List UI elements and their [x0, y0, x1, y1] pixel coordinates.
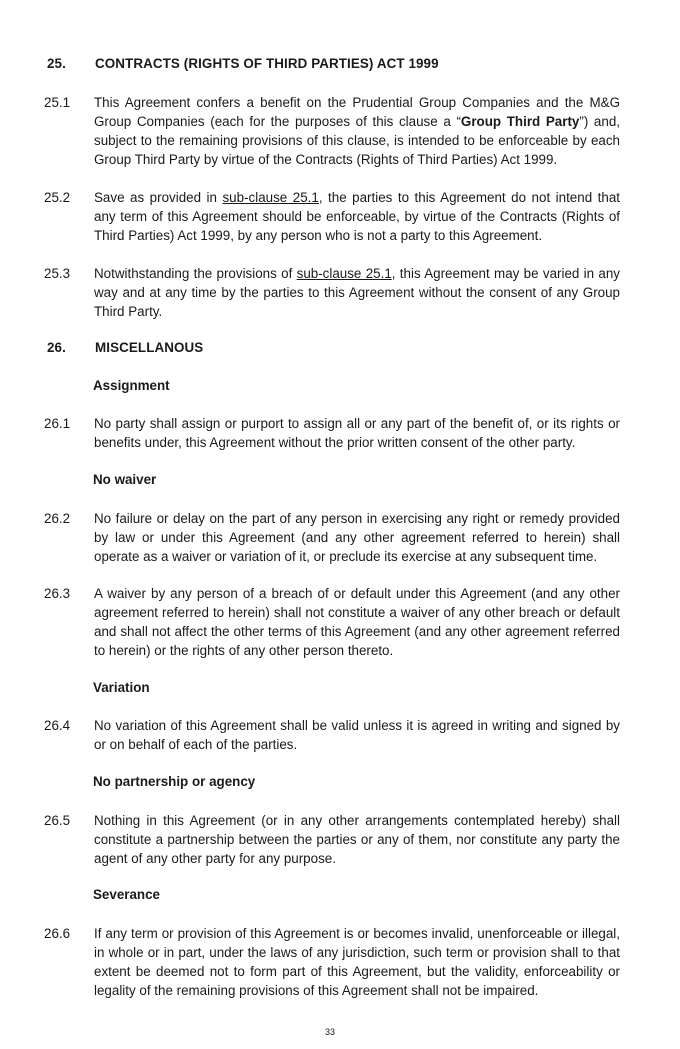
clause-text: No variation of this Agreement shall be valid unless it is agreed in writing and signed by or on behalf of each of the parties. — [94, 718, 620, 752]
section-number: 25. — [47, 56, 66, 71]
subheading-no-waiver: No waiver — [93, 472, 157, 487]
clause-text: No failure or delay on the part of any person in exercising any right or remedy provided by law or under this Agreement (and any other agreement referred to herein) shall operate as a waiver or variation of it, or preclude its exercise at any subsequent time. — [94, 511, 620, 564]
clause-text — [94, 93, 620, 169]
clause-text: Nothing in this Agreement (or in any other arrangements contemplated hereby) shall constitute a partnership between the parties or any of them, nor constitute any party the agent of any other party for any purpose. — [94, 813, 620, 866]
clause-text-part: This Agreement confers a benefit on the Prudential Group Companies and the M&G Group Companies (each for the purposes of this clause a “ — [94, 95, 620, 129]
subheading-assignment: Assignment — [93, 378, 170, 393]
clause-text-part: ”) and, subject to the remaining provisions of this clause, is intended to be enforceable by each Group Third Party by virtue of the Contracts (Rights of Third Parties) Act 1999. — [94, 114, 620, 167]
clause-text — [94, 264, 620, 321]
clause-26-2 — [44, 509, 620, 566]
clause-26-4 — [44, 716, 620, 754]
subheading-no-partnership: No partnership or agency — [93, 774, 256, 789]
clause-number: 26.2 — [44, 511, 71, 526]
defined-term: Group Third Party — [460, 114, 580, 129]
clause-text — [94, 188, 620, 245]
clause-number: 26.1 — [44, 416, 71, 431]
section-number: 26. — [47, 340, 66, 355]
clause-25-3 — [44, 264, 620, 321]
clause-number: 25.1 — [44, 95, 71, 110]
section-title: CONTRACTS (RIGHTS OF THIRD PARTIES) ACT 1999 — [95, 56, 439, 71]
clause-25-1 — [44, 93, 620, 169]
section-title: MISCELLANOUS — [95, 340, 204, 355]
clause-26-3 — [44, 584, 620, 660]
clause-text: A waiver by any person of a breach of or default under this Agreement (and any other agreement referred to herein) shall not constitute a waiver of any other breach or default and shall not affect the other terms of this Agreement (and any other agreement referred to herein) or the rights of any other person thereto. — [94, 586, 620, 658]
clause-text-part: , the parties to this Agreement do not intend that any term of this Agreement should be enforceable, by virtue of the Contracts (Rights of Third Parties) Act 1999, by any person who is not a party to this Agreement. — [94, 190, 620, 243]
cross-reference-link[interactable]: sub-clause 25.1 — [296, 266, 392, 281]
clause-number: 26.5 — [44, 813, 71, 828]
clause-number: 25.2 — [44, 190, 71, 205]
clause-text-part: , this Agreement may be varied in any way and at any time by the parties to this Agreement without the consent of any Group Third Party. — [94, 266, 620, 319]
page-number: 33 — [324, 1027, 335, 1037]
clause-text: No party shall assign or purport to assign all or any part of the benefit of, or its rights or benefits under, this Agreement without the prior written consent of the other party. — [94, 416, 620, 450]
cross-reference-link[interactable]: sub-clause 25.1 — [222, 190, 319, 205]
subheading-variation: Variation — [93, 680, 150, 695]
clause-25-2 — [44, 188, 620, 245]
clause-number: 25.3 — [44, 266, 71, 281]
subheading-severance: Severance — [93, 887, 161, 902]
clause-26-1 — [44, 414, 620, 452]
clause-number: 26.6 — [44, 926, 71, 941]
clause-number: 26.4 — [44, 718, 71, 733]
clause-text: If any term or provision of this Agreement is or becomes invalid, unenforceable or illegal, in whole or in part, under the laws of any jurisdiction, such term or provision shall to that extent be deemed not to form part of this Agreement, but the validity, enforceability or legality of the remaining provisions of this Agreement shall not be impaired. — [94, 926, 620, 998]
clause-text-part: Notwithstanding the provisions of — [94, 266, 297, 281]
clause-26-6 — [44, 924, 620, 1000]
clause-text-part: Save as provided in — [94, 190, 223, 205]
clause-26-5 — [44, 811, 620, 868]
clause-number: 26.3 — [44, 586, 71, 601]
